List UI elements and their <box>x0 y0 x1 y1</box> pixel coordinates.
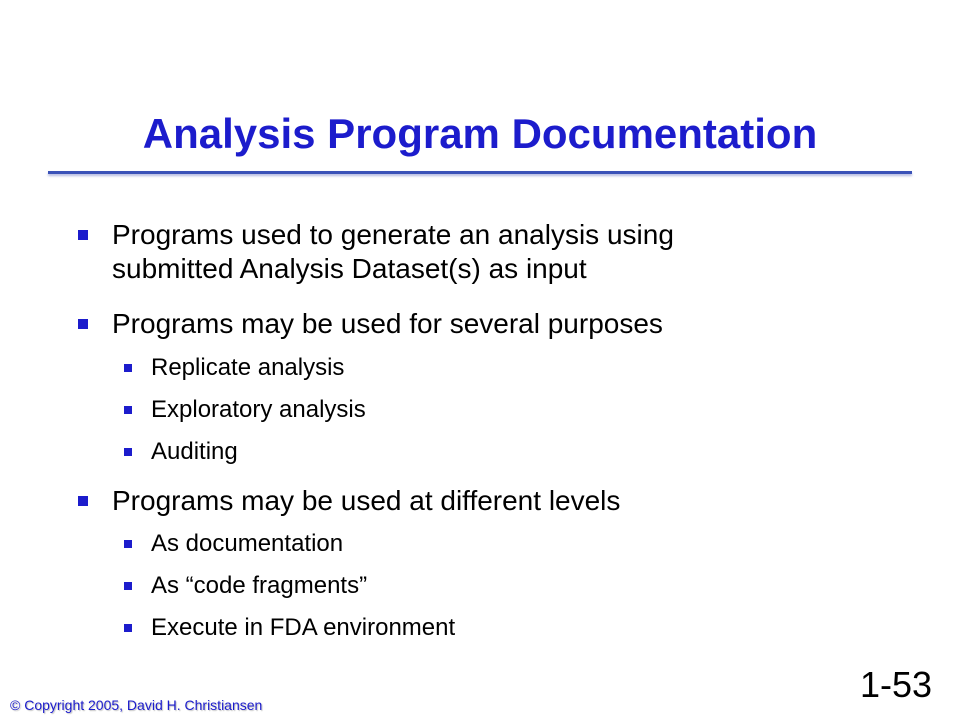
bullet-text-line: Programs may be used for several purposes <box>112 308 663 339</box>
sub-bullet-item <box>151 396 366 424</box>
sub-bullet-text: As documentation <box>151 530 344 557</box>
sub-bullet-text: Auditing <box>151 438 238 465</box>
square-bullet-icon <box>124 624 132 632</box>
sub-bullet-text: As “code fragments” <box>151 572 368 599</box>
square-bullet-icon <box>124 540 132 548</box>
bullet-item <box>112 218 674 286</box>
page-number: 1-53 <box>859 664 932 705</box>
bullet-text-line: Programs used to generate an analysis using <box>112 219 674 250</box>
square-bullet-icon <box>78 319 88 329</box>
sub-bullet-text: Replicate analysis <box>151 354 345 381</box>
bullet-item <box>112 484 620 518</box>
square-bullet-icon <box>124 448 132 456</box>
sub-bullet-item <box>151 530 343 558</box>
sub-bullet-item <box>151 614 455 642</box>
slide-title: Analysis Program Documentation <box>142 110 818 157</box>
sub-bullet-item <box>151 572 367 600</box>
bullet-text-line: Programs may be used at different levels <box>112 485 621 516</box>
square-bullet-icon <box>78 230 88 240</box>
square-bullet-icon <box>78 496 88 506</box>
copyright-notice: © Copyright 2005, David H. Christiansen <box>10 697 263 713</box>
bullet-item <box>112 307 663 341</box>
sub-bullet-text: Exploratory analysis <box>151 396 366 423</box>
square-bullet-icon <box>124 406 132 414</box>
title-underline <box>48 171 912 174</box>
sub-bullet-text: Execute in FDA environment <box>151 614 456 641</box>
sub-bullet-item <box>151 438 238 466</box>
square-bullet-icon <box>124 582 132 590</box>
square-bullet-icon <box>124 364 132 372</box>
sub-bullet-item <box>151 354 344 382</box>
bullet-text-line: submitted Analysis Dataset(s) as input <box>112 253 587 284</box>
